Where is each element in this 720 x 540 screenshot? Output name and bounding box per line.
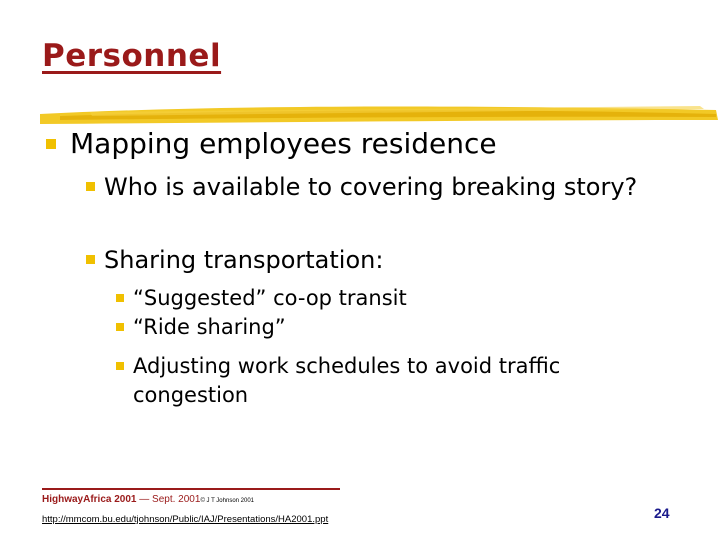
bullet-item [86, 245, 686, 275]
page-number: 24 [654, 505, 670, 521]
bullet-text: “Suggested” co-op transit [133, 286, 407, 310]
bullet-text: Mapping employees residence [70, 127, 497, 160]
bullet-square-icon [116, 294, 124, 302]
bullet-item [86, 172, 686, 202]
bullet-square-icon [86, 255, 95, 264]
slide-title: Personnel [42, 38, 222, 74]
footer [42, 493, 328, 526]
bullet-item [116, 352, 676, 410]
footer-date: — Sept. 2001 [136, 494, 201, 505]
footer-copyright: © J T Johnson 2001 [200, 498, 255, 504]
bullet-text: Sharing transportation: [104, 246, 384, 274]
bullet-text: Who is available to covering breaking story? [104, 173, 638, 201]
footer-brand: HighwayAfrica 2001 [42, 494, 137, 505]
bullet-item [116, 313, 676, 342]
bullet-square-icon [46, 139, 56, 149]
footer-divider [42, 488, 340, 490]
bullet-item [116, 284, 676, 313]
bullet-item [46, 127, 497, 161]
footer-url-link[interactable]: http://mmcom.bu.edu/tjohnson/Public/IAJ/Presentations/HA2001.ppt [42, 514, 329, 525]
bullet-square-icon [116, 323, 124, 331]
bullet-text: Adjusting work schedules to avoid traffic congestion [133, 354, 561, 407]
bullet-text: “Ride sharing” [133, 315, 286, 339]
bullet-square-icon [86, 182, 95, 191]
bullet-square-icon [116, 362, 124, 370]
